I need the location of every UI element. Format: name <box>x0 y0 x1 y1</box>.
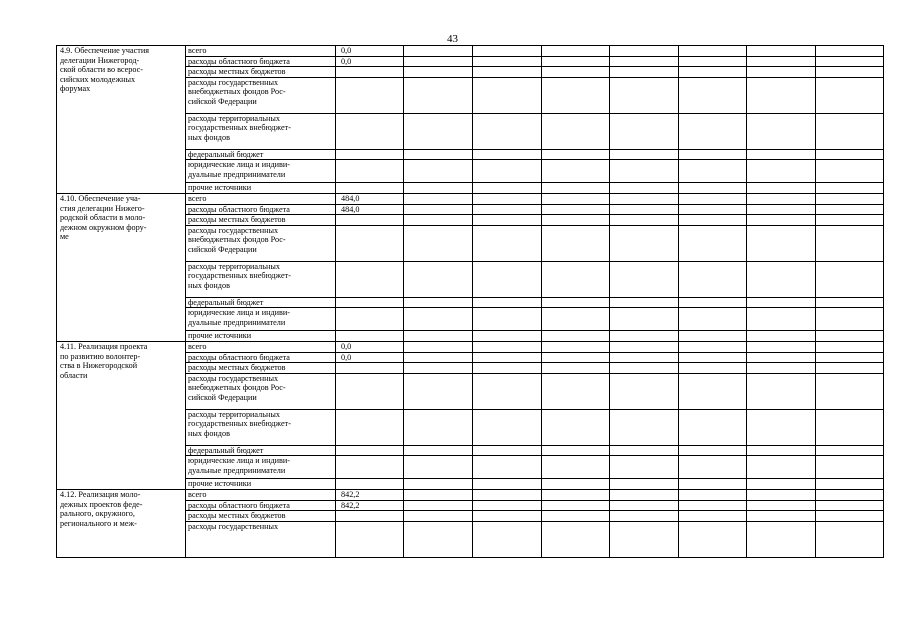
empty-cell <box>404 183 473 194</box>
empty-cell <box>473 363 542 374</box>
empty-cell <box>816 261 884 297</box>
empty-cell <box>473 261 542 297</box>
empty-cell <box>747 331 816 342</box>
empty-cell <box>404 204 473 215</box>
empty-cell <box>542 113 610 149</box>
empty-cell <box>542 67 610 78</box>
empty-cell <box>404 67 473 78</box>
empty-cell <box>610 363 679 374</box>
empty-cell <box>404 352 473 363</box>
empty-cell <box>679 341 747 352</box>
empty-cell <box>542 308 610 331</box>
empty-cell <box>610 479 679 490</box>
empty-cell <box>542 193 610 204</box>
empty-cell <box>542 77 610 113</box>
funding-source: расходы государственных <box>186 521 336 557</box>
funding-source: юридические лица и индиви- дуальные предприниматели <box>186 308 336 331</box>
empty-cell <box>473 409 542 445</box>
amount-cell <box>336 373 404 409</box>
empty-cell <box>610 183 679 194</box>
amount-cell <box>336 215 404 226</box>
empty-cell <box>816 373 884 409</box>
empty-cell <box>610 511 679 522</box>
empty-cell <box>404 149 473 160</box>
empty-cell <box>679 204 747 215</box>
empty-cell <box>747 113 816 149</box>
empty-cell <box>404 113 473 149</box>
empty-cell <box>816 331 884 342</box>
empty-cell <box>679 479 747 490</box>
empty-cell <box>473 56 542 67</box>
empty-cell <box>747 183 816 194</box>
activity-title: 4.10. Обеспечение уча- стия делегации Нижего- родской области в моло- дежном окружном фору- ме <box>57 193 186 341</box>
empty-cell <box>404 193 473 204</box>
empty-cell <box>816 56 884 67</box>
empty-cell <box>473 373 542 409</box>
empty-cell <box>542 149 610 160</box>
empty-cell <box>747 67 816 78</box>
empty-cell <box>542 521 610 557</box>
empty-cell <box>542 456 610 479</box>
amount-cell <box>336 521 404 557</box>
empty-cell <box>747 149 816 160</box>
amount-cell <box>336 409 404 445</box>
empty-cell <box>473 149 542 160</box>
amount-cell: 484,0 <box>336 204 404 215</box>
empty-cell <box>473 500 542 511</box>
empty-cell <box>473 511 542 522</box>
empty-cell <box>404 500 473 511</box>
empty-cell <box>404 479 473 490</box>
empty-cell <box>679 261 747 297</box>
empty-cell <box>679 409 747 445</box>
empty-cell <box>679 363 747 374</box>
empty-cell <box>679 56 747 67</box>
amount-cell <box>336 261 404 297</box>
empty-cell <box>404 261 473 297</box>
empty-cell <box>816 160 884 183</box>
amount-cell <box>336 77 404 113</box>
empty-cell <box>542 215 610 226</box>
empty-cell <box>473 308 542 331</box>
empty-cell <box>542 511 610 522</box>
empty-cell <box>610 331 679 342</box>
funding-source: расходы областного бюджета <box>186 204 336 215</box>
empty-cell <box>473 193 542 204</box>
empty-cell <box>473 479 542 490</box>
empty-cell <box>816 46 884 57</box>
funding-source: расходы территориальных государственных внебюджет- ных фондов <box>186 409 336 445</box>
empty-cell <box>816 215 884 226</box>
empty-cell <box>610 113 679 149</box>
empty-cell <box>610 308 679 331</box>
empty-cell <box>747 297 816 308</box>
empty-cell <box>816 149 884 160</box>
empty-cell <box>610 46 679 57</box>
empty-cell <box>610 445 679 456</box>
amount-cell <box>336 456 404 479</box>
empty-cell <box>610 500 679 511</box>
empty-cell <box>542 225 610 261</box>
empty-cell <box>542 352 610 363</box>
empty-cell <box>404 456 473 479</box>
empty-cell <box>404 521 473 557</box>
amount-cell <box>336 183 404 194</box>
empty-cell <box>816 225 884 261</box>
empty-cell <box>679 225 747 261</box>
activity-title: 4.12. Реализация моло- дежных проектов феде- рального, окружного, регионального и меж- <box>57 489 186 557</box>
amount-cell: 0,0 <box>336 352 404 363</box>
empty-cell <box>747 225 816 261</box>
empty-cell <box>542 445 610 456</box>
empty-cell <box>747 479 816 490</box>
funding-source: всего <box>186 193 336 204</box>
amount-cell: 0,0 <box>336 46 404 57</box>
empty-cell <box>404 77 473 113</box>
empty-cell <box>610 67 679 78</box>
empty-cell <box>679 297 747 308</box>
empty-cell <box>747 308 816 331</box>
empty-cell <box>542 204 610 215</box>
empty-cell <box>610 193 679 204</box>
empty-cell <box>542 489 610 500</box>
empty-cell <box>542 183 610 194</box>
amount-cell <box>336 225 404 261</box>
empty-cell <box>404 160 473 183</box>
table-body <box>57 46 884 558</box>
empty-cell <box>404 409 473 445</box>
funding-source: расходы местных бюджетов <box>186 511 336 522</box>
funding-source: расходы государственных внебюджетных фондов Рос- сийской Федерации <box>186 77 336 113</box>
amount-cell <box>336 149 404 160</box>
funding-source: федеральный бюджет <box>186 297 336 308</box>
empty-cell <box>679 160 747 183</box>
empty-cell <box>542 297 610 308</box>
empty-cell <box>747 261 816 297</box>
funding-source: всего <box>186 489 336 500</box>
empty-cell <box>610 160 679 183</box>
empty-cell <box>404 225 473 261</box>
empty-cell <box>816 297 884 308</box>
amount-cell <box>336 445 404 456</box>
amount-cell: 842,2 <box>336 500 404 511</box>
empty-cell <box>473 113 542 149</box>
amount-cell <box>336 297 404 308</box>
empty-cell <box>679 308 747 331</box>
empty-cell <box>747 46 816 57</box>
activity-title: 4.11. Реализация проекта по развитию волонтер- ства в Нижегородской области <box>57 341 186 489</box>
empty-cell <box>610 204 679 215</box>
empty-cell <box>679 113 747 149</box>
empty-cell <box>679 511 747 522</box>
empty-cell <box>816 456 884 479</box>
empty-cell <box>747 373 816 409</box>
empty-cell <box>816 341 884 352</box>
funding-source: прочие источники <box>186 183 336 194</box>
empty-cell <box>610 215 679 226</box>
empty-cell <box>679 183 747 194</box>
amount-cell: 842,2 <box>336 489 404 500</box>
empty-cell <box>747 363 816 374</box>
empty-cell <box>747 409 816 445</box>
empty-cell <box>816 489 884 500</box>
empty-cell <box>542 409 610 445</box>
empty-cell <box>747 445 816 456</box>
funding-source: прочие источники <box>186 479 336 490</box>
empty-cell <box>816 204 884 215</box>
empty-cell <box>747 77 816 113</box>
empty-cell <box>747 489 816 500</box>
funding-source: расходы местных бюджетов <box>186 67 336 78</box>
activity-title: 4.9. Обеспечение участия делегации Нижегород- ской области во всерос- сийских молодежных форумах <box>57 46 186 194</box>
empty-cell <box>747 456 816 479</box>
empty-cell <box>679 331 747 342</box>
empty-cell <box>610 56 679 67</box>
empty-cell <box>816 500 884 511</box>
empty-cell <box>473 331 542 342</box>
funding-source: юридические лица и индиви- дуальные предприниматели <box>186 456 336 479</box>
empty-cell <box>816 113 884 149</box>
empty-cell <box>747 500 816 511</box>
table-row <box>57 193 884 204</box>
empty-cell <box>816 183 884 194</box>
empty-cell <box>404 511 473 522</box>
empty-cell <box>473 204 542 215</box>
funding-source: расходы государственных внебюджетных фондов Рос- сийской Федерации <box>186 373 336 409</box>
amount-cell <box>336 511 404 522</box>
amount-cell <box>336 363 404 374</box>
empty-cell <box>404 56 473 67</box>
funding-source: федеральный бюджет <box>186 445 336 456</box>
empty-cell <box>404 445 473 456</box>
empty-cell <box>610 149 679 160</box>
empty-cell <box>747 193 816 204</box>
empty-cell <box>610 521 679 557</box>
funding-source: расходы территориальных государственных внебюджет- ных фондов <box>186 261 336 297</box>
funding-source: прочие источники <box>186 331 336 342</box>
empty-cell <box>404 489 473 500</box>
empty-cell <box>747 160 816 183</box>
amount-cell <box>336 331 404 342</box>
amount-cell: 484,0 <box>336 193 404 204</box>
empty-cell <box>473 67 542 78</box>
empty-cell <box>610 77 679 113</box>
empty-cell <box>542 56 610 67</box>
empty-cell <box>747 215 816 226</box>
empty-cell <box>473 297 542 308</box>
empty-cell <box>404 297 473 308</box>
empty-cell <box>679 456 747 479</box>
amount-cell: 0,0 <box>336 341 404 352</box>
empty-cell <box>679 352 747 363</box>
empty-cell <box>816 479 884 490</box>
empty-cell <box>473 489 542 500</box>
empty-cell <box>679 67 747 78</box>
empty-cell <box>473 225 542 261</box>
empty-cell <box>473 160 542 183</box>
empty-cell <box>473 456 542 479</box>
amount-cell <box>336 67 404 78</box>
empty-cell <box>679 77 747 113</box>
empty-cell <box>816 363 884 374</box>
funding-source: расходы государственных внебюджетных фондов Рос- сийской Федерации <box>186 225 336 261</box>
empty-cell <box>542 500 610 511</box>
empty-cell <box>747 511 816 522</box>
empty-cell <box>404 373 473 409</box>
empty-cell <box>404 341 473 352</box>
empty-cell <box>473 215 542 226</box>
funding-source: расходы областного бюджета <box>186 500 336 511</box>
empty-cell <box>542 341 610 352</box>
empty-cell <box>747 521 816 557</box>
amount-cell <box>336 479 404 490</box>
empty-cell <box>679 193 747 204</box>
empty-cell <box>679 46 747 57</box>
empty-cell <box>679 215 747 226</box>
empty-cell <box>473 445 542 456</box>
empty-cell <box>610 352 679 363</box>
empty-cell <box>542 479 610 490</box>
empty-cell <box>816 193 884 204</box>
empty-cell <box>610 489 679 500</box>
page-number: 43 <box>447 33 458 45</box>
empty-cell <box>610 225 679 261</box>
amount-cell <box>336 113 404 149</box>
empty-cell <box>542 261 610 297</box>
empty-cell <box>610 261 679 297</box>
funding-source: федеральный бюджет <box>186 149 336 160</box>
empty-cell <box>404 46 473 57</box>
empty-cell <box>816 77 884 113</box>
amount-cell: 0,0 <box>336 56 404 67</box>
empty-cell <box>473 341 542 352</box>
empty-cell <box>473 183 542 194</box>
empty-cell <box>610 373 679 409</box>
table-row <box>57 46 884 57</box>
empty-cell <box>542 160 610 183</box>
budget-table <box>56 45 884 558</box>
empty-cell <box>679 445 747 456</box>
empty-cell <box>542 331 610 342</box>
empty-cell <box>473 46 542 57</box>
empty-cell <box>679 149 747 160</box>
table-row <box>57 341 884 352</box>
empty-cell <box>816 511 884 522</box>
amount-cell <box>336 308 404 331</box>
empty-cell <box>816 308 884 331</box>
funding-source: всего <box>186 341 336 352</box>
funding-source: расходы местных бюджетов <box>186 363 336 374</box>
amount-cell <box>336 160 404 183</box>
empty-cell <box>404 215 473 226</box>
empty-cell <box>816 409 884 445</box>
empty-cell <box>816 352 884 363</box>
empty-cell <box>610 409 679 445</box>
empty-cell <box>679 500 747 511</box>
empty-cell <box>610 297 679 308</box>
empty-cell <box>610 456 679 479</box>
empty-cell <box>542 363 610 374</box>
funding-source: расходы областного бюджета <box>186 56 336 67</box>
empty-cell <box>679 489 747 500</box>
empty-cell <box>404 363 473 374</box>
empty-cell <box>816 67 884 78</box>
empty-cell <box>542 46 610 57</box>
table-row <box>57 489 884 500</box>
empty-cell <box>610 341 679 352</box>
empty-cell <box>816 445 884 456</box>
funding-source: расходы территориальных государственных внебюджет- ных фондов <box>186 113 336 149</box>
empty-cell <box>747 341 816 352</box>
empty-cell <box>747 56 816 67</box>
funding-source: расходы местных бюджетов <box>186 215 336 226</box>
funding-source: юридические лица и индиви- дуальные предприниматели <box>186 160 336 183</box>
empty-cell <box>542 373 610 409</box>
empty-cell <box>679 521 747 557</box>
funding-source: всего <box>186 46 336 57</box>
empty-cell <box>473 77 542 113</box>
empty-cell <box>404 331 473 342</box>
empty-cell <box>473 521 542 557</box>
empty-cell <box>747 204 816 215</box>
empty-cell <box>404 308 473 331</box>
funding-source: расходы областного бюджета <box>186 352 336 363</box>
empty-cell <box>473 352 542 363</box>
empty-cell <box>816 521 884 557</box>
empty-cell <box>747 352 816 363</box>
empty-cell <box>679 373 747 409</box>
